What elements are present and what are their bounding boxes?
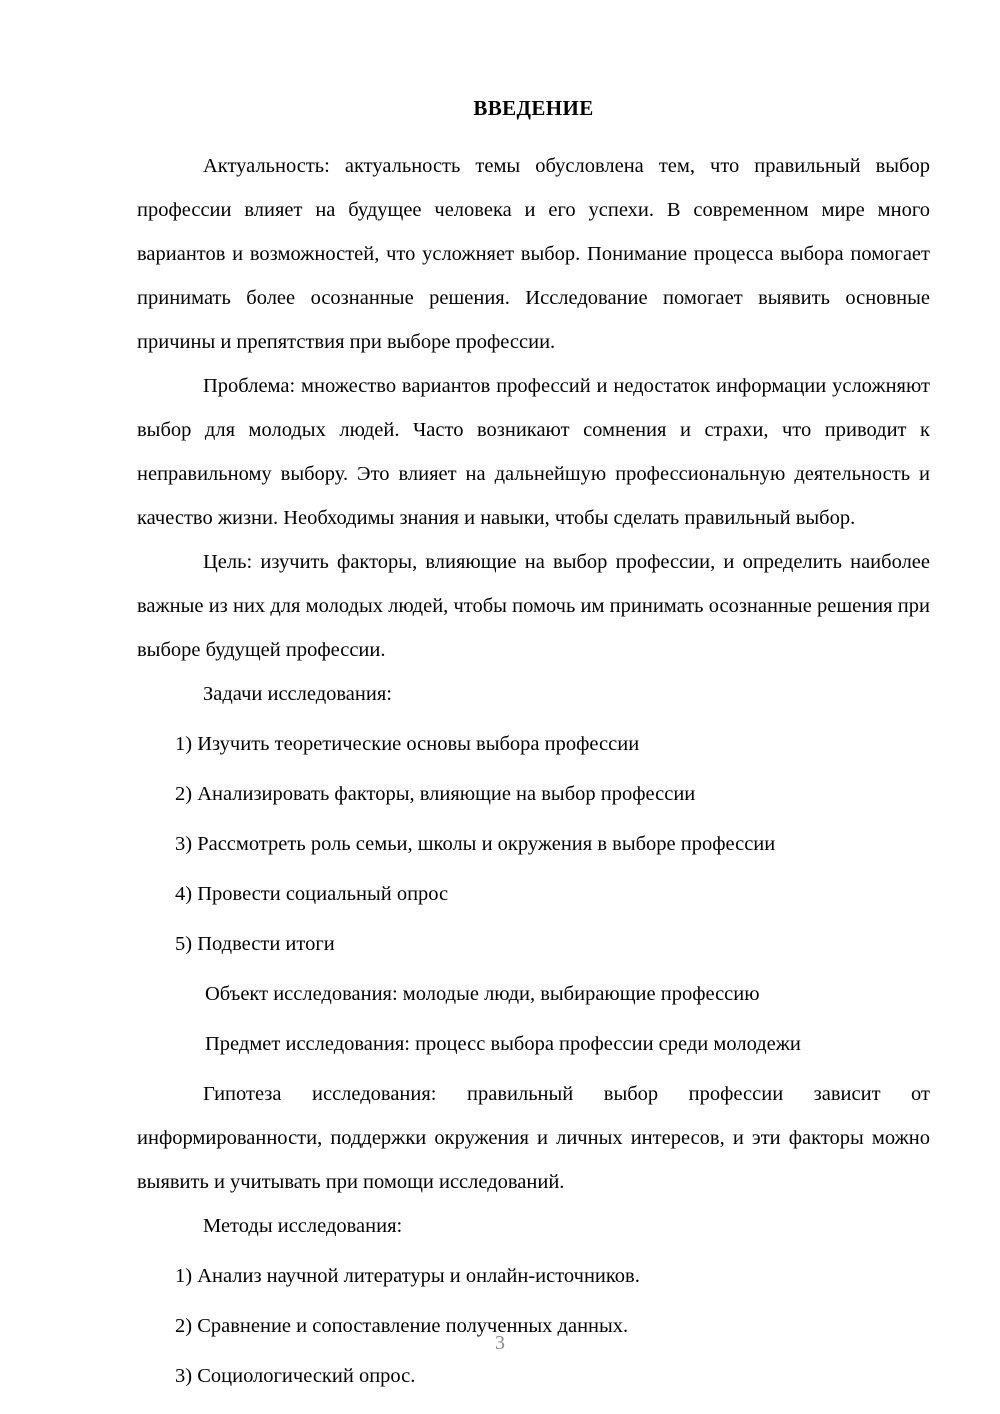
tasks-heading: Задачи исследования: [203,683,392,705]
page-title: ВВЕДЕНИЕ [473,96,594,120]
paragraph-hypothesis: Гипотеза исследования: правильный выбор профессии зависит от информированности, поддержки окружения и личных интересов, и эти факторы можно выявить и учитывать при помощи исследований. [137,1083,930,1193]
task-item-5: 5) Подвести итоги [175,933,335,955]
method-item-2: 2) Сравнение и сопоставление полученных данных. [175,1315,629,1337]
paragraph-relevance: Актуальность: актуальность темы обусловлена тем, что правильный выбор профессии влияет на будущее человека и его успехи. В современном мире много вариантов и возможностей, что усложняет выбор. Понимание процесса выбора помогает принимать более осознанные решения. Исследование помогает выявить основные причины и препятствия при выборе профессии. [137,155,930,353]
paragraph-goal: Цель: изучить факторы, влияющие на выбор профессии, и определить наиболее важные из них для молодых людей, чтобы помочь им принимать осознанные решения при выборе будущей профессии. [137,551,930,661]
research-subject-line: Предмет исследования: процесс выбора профессии среди молодежи [205,1033,801,1055]
method-item-3: 3) Социологический опрос. [175,1365,416,1387]
document-body [137,86,930,1398]
task-item-4: 4) Провести социальный опрос [175,883,449,905]
task-item-3: 3) Рассмотреть роль семьи, школы и окружения в выборе профессии [175,833,776,855]
task-item-2: 2) Анализировать факторы, влияющие на выбор профессии [175,783,696,805]
task-item-1: 1) Изучить теоретические основы выбора профессии [175,733,640,755]
page-number: 3 [495,1332,505,1354]
methods-heading: Методы исследования: [203,1215,403,1237]
paragraph-problem: Проблема: множество вариантов профессий и недостаток информации усложняют выбор для молодых людей. Часто возникают сомнения и страхи, что приводит к неправильному выбору. Это влияет на дальнейшую профессиональную деятельность и качество жизни. Необходимы знания и навыки, чтобы сделать правильный выбор. [137,375,930,529]
method-item-1: 1) Анализ научной литературы и онлайн-источников. [175,1265,640,1287]
research-object-line: Объект исследования: молодые люди, выбирающие профессию [205,983,760,1005]
